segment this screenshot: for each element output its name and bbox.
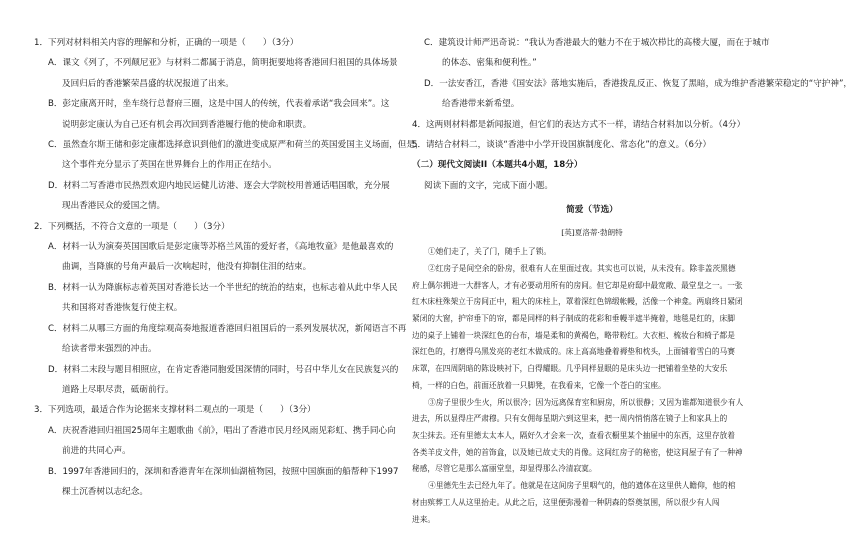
- passage-line: 红木床柱殊架立于房间正中，粗大的床柱上，罩着深红色锦缎帐幔，活像一个神龛。两扇终日紧闭: [412, 297, 743, 307]
- text-line: B．彭定康离开时，坐车绕行总督府三圈，这是中国人的传统，代表着承诺“我会回来”。这: [48, 99, 390, 110]
- text-line: A．庆祝香港回归祖国25周年主题歌曲《前》，唱出了香港市民月经风雨见彩虹、携手同心向: [48, 425, 396, 436]
- right-column: [412, 33, 852, 528]
- passage-line: ①她们走了，关了门，随手上了锁。: [428, 247, 552, 257]
- text-line: C．建筑设计师严迅奇说：“我认为香港最大的魅力不在于城次栉比的高楼大厦，而在于城市: [424, 38, 770, 48]
- text-line: B．1997年香港回归的，深圳和香港青年在深圳仙湖植物园，按照中国旗面的船帮种下1997: [48, 466, 399, 477]
- passage-line: 深红色的，打磨得乌黑发亮的老红木做成的。床上高高地叠着褥垫和枕头，上面铺着雪白的马赛: [412, 347, 735, 357]
- text-line: 2．下列概括，不符合文意的一项是（ ）（3分）: [34, 221, 230, 232]
- text-line: D．一法安香江，香港《国安法》落地实施后，香港拨乱反正、恢复了黑暗，成为维护香港繁荣稳定的“守护神”，: [424, 78, 852, 89]
- text-line: A．材料一认为演奏英国国歌后是彭定康等苏格兰风笛的爱好者，《高地牧童》是他最喜欢的: [48, 242, 394, 253]
- text-line: C．虽然查尔斯王储和彭定康都选择意识到他们的激进变成原严和荷兰的英国爱国主义场面，但是，: [48, 140, 424, 151]
- passage-line: 府上偶尔拥进一大群客人，才有必要动用所有的房间。但它却是府邸中最宽敞、最堂皇之一。一张: [412, 280, 743, 290]
- passage-line: ④里德先生去已经九年了。他就是在这间房子里咽气的，他的遗体在这里供人瞻仰，他的棺: [428, 481, 736, 491]
- text-line: 曲调，当降旗的号角声最后一次响起时，他没有抑制住泪的结束。: [62, 262, 312, 273]
- text-line: A．课文《列了，不列颠尼亚》与材料二都属于消息，简明扼要地将香港回归祖国的具体场景: [48, 58, 398, 69]
- text-line: 的体态、密集和便利性。”: [442, 58, 537, 69]
- questions-continued: [412, 33, 852, 196]
- text-line: C．材料二从哪三方面的角度综观高奏地报道香港回归祖国后的一系列发展状况，新闻语言不再: [48, 323, 407, 334]
- text-line: 4．这两则材料都是新闻报道，但它们的表达方式不一样，请结合材料加以分析。（4分）: [412, 119, 746, 130]
- passage-line: ③房子里很少生火，所以很冷；因为远离保育室和厨房，所以很静；又因为谁都知道很少有人: [428, 397, 744, 407]
- passage-line: 进来。: [412, 514, 436, 524]
- text-line: 1．下列对材料相关内容的理解和分析，正确的一项是（ ）（3分）: [34, 38, 299, 48]
- text-line: 及回归后的香港繁荣昌盛的状况报道了出来。: [62, 78, 234, 89]
- text-line: D．材料二末段与题目相照应，在肯定香港同胞爱国深情的同时，号召中华儿女在民族复兴的: [48, 364, 399, 375]
- text-line: 说明彭定康认为自己还有机会再次回到香港履行他的使命和职责。: [62, 119, 312, 130]
- text-line: 共和国将对香港恢复行使主权。: [62, 303, 183, 314]
- text-line: 道路上尽职尽责，砥砺前行。: [62, 384, 174, 395]
- text-line: 给读者带来强烈的冲击。: [62, 344, 157, 355]
- passage-line: 材由殡葬工人从这里抬走。从此之后，这里便弥漫着一种阴森的祭奠氛围，所以很少有人闯: [412, 497, 720, 507]
- text-line: 前进的共同心声。: [62, 446, 131, 457]
- text-line: 给香港带来新希望。: [442, 99, 520, 110]
- text-line: 3．下列选项，最适合作为论据来支撑材料二观点的一项是（ ）（3分）: [34, 405, 316, 416]
- text-line: B．材料一认为降旗标志着英国对香港长达一个半世纪的统治的结束，也标志着从此中华人民: [48, 282, 398, 293]
- text-line: 5．请结合材料二，谈谈“香港中小学开设国旗制度化、常态化”的意义。（6分）: [412, 140, 712, 151]
- text-line: 阅读下面的文字，完成下面小题。: [424, 180, 553, 191]
- text-line: D．材料二写香港市民热烈欢迎内地民运健儿访港、逐会大学院校用普通话唱国歌，充分展: [48, 180, 390, 191]
- passage-line: 进去，所以显得庄严肃穆。只有女佣每星期六到这里来，把一周内悄悄落在镜子上和家具上的: [412, 414, 728, 424]
- passage-line: ②红房子是间空余的卧房，很难有人在里面过夜。其实也可以说，从未没有。除非盖茨黑德: [428, 263, 736, 273]
- passage-line: 灰尘抹去。还有里德太太本人，隔好久才会来一次，查看衣橱里某个抽屉中的东西，这里存放着: [412, 430, 735, 440]
- left-column: [34, 33, 424, 502]
- text-line: 现出香港民众的爱国之情。: [62, 201, 166, 212]
- text-line: （二）现代文阅读II（本题共4小题，18分）: [412, 160, 583, 171]
- passage-title: 简爱（节选）: [566, 205, 618, 216]
- text-line: 这个事件充分显示了英国在世界舞台上的作用正在结小。: [62, 160, 277, 171]
- passage-line: 床罩，在四周阴暗的陈设映衬下，白得耀眼。几乎同样显眼的是床头边一把铺着坐垫的大安乐: [412, 364, 728, 374]
- passage-line: 椅，一样的白色，前面还放着一只脚凳，在我看来，它像一个苍白的宝座。: [412, 380, 666, 390]
- passage-line: 紧闭的大窗，护帘垂下的帘，都是同样的料子制成的花彩和垂幔半遮半掩着，地毯是红的，床脚: [412, 314, 735, 324]
- text-line: 棵土沉香树以志纪念。: [62, 486, 148, 497]
- passage-author: [英]夏洛蒂·勃朗特: [561, 228, 623, 238]
- reading-passage: [412, 244, 772, 528]
- passage-line: 各类羊皮文件，她的首饰盒，以及她已故丈夫的肖像。这间红房子的秘密，使这间屋子有了一种神: [412, 447, 743, 457]
- passage-line: 秘感，尽管它是那么富丽堂皇，却显得那么冷清寂寞。: [412, 464, 597, 474]
- passage-line: 边的桌子上铺着一块深红色的台布，墙是柔和的黄褐色，略带粉红。大衣柜、梳妆台和椅子都是: [412, 330, 735, 340]
